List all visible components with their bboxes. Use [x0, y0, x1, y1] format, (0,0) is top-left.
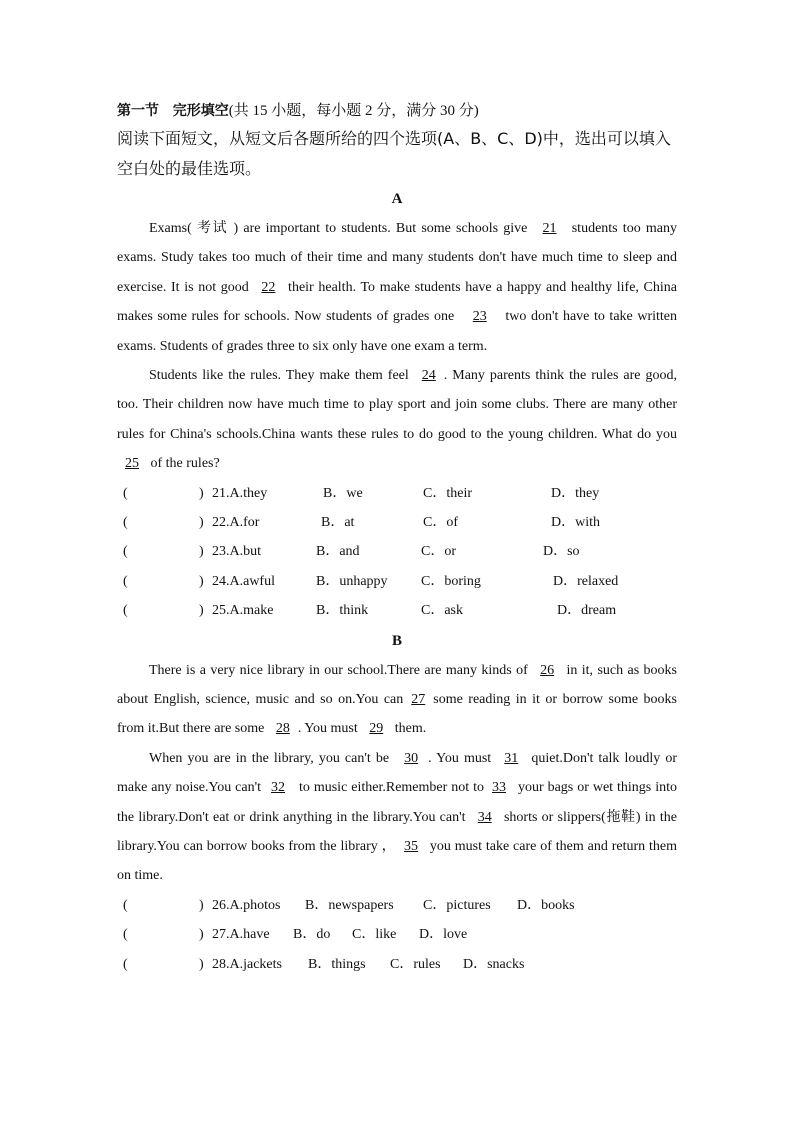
text-run: some reading in it or borrow some books from it.But there are some [117, 692, 678, 737]
blank-21: 21 [542, 221, 557, 236]
blank-27: 27 [411, 692, 426, 708]
option-b: B．we [323, 485, 363, 501]
text-run: in it, such as books about English, science, music and so on.You can [117, 662, 677, 708]
text-run: When you are in the library, you can't be [149, 750, 395, 766]
blank-32: 32 [271, 780, 286, 796]
passage-a-paragraph-1 [117, 214, 677, 361]
option-row-21 [117, 479, 677, 508]
text-run: of the rules? [147, 456, 220, 472]
answer-paren-close: ) [199, 544, 204, 560]
passage-b-options [117, 891, 677, 979]
option-a: 23.A.but [212, 544, 261, 560]
option-d: D．snacks [463, 956, 525, 972]
option-c: C．or [421, 544, 456, 560]
text-run: to music either.Remember not to [295, 780, 484, 796]
option-c: C．pictures [423, 897, 491, 913]
option-d: D．relaxed [553, 573, 619, 589]
option-d: D．so [543, 544, 580, 560]
option-row-28 [117, 950, 677, 979]
blank-33: 33 [491, 780, 506, 796]
option-c: C．like [352, 927, 397, 943]
answer-paren-close: ) [199, 956, 204, 972]
option-a: 28.A.jackets [212, 956, 282, 972]
option-c: C．ask [421, 603, 463, 619]
answer-paren-open: ( [123, 515, 128, 531]
option-d: D．they [551, 485, 600, 501]
blank-31: 31 [504, 750, 519, 766]
blank-26: 26 [540, 662, 555, 678]
text-run: quiet.Don't talk loudly or make any noise.You can't [117, 750, 678, 796]
section-heading [117, 98, 677, 124]
answer-paren-close: ) [199, 603, 204, 619]
answer-paren-open: ( [123, 573, 128, 589]
option-a: 27.A.have [212, 927, 270, 943]
option-b: B．newspapers [305, 897, 394, 913]
option-c: C．rules [390, 956, 441, 972]
answer-paren-open: ( [123, 544, 128, 560]
exam-page [117, 98, 677, 979]
option-row-24 [117, 567, 677, 596]
passage-a-options [117, 479, 677, 626]
passage-b-label: B [391, 632, 402, 649]
passage-b-paragraph-2 [117, 744, 677, 891]
answer-paren-open: ( [123, 603, 128, 619]
answer-paren-open: ( [123, 956, 128, 972]
section-note: (共 15 小题，每小题 2 分，满分 30 分) [228, 103, 479, 119]
blank-34: 34 [477, 809, 492, 825]
section-title: 完形填空 [172, 103, 229, 119]
option-c: C．of [423, 515, 458, 531]
text-run: students too many exams. Study takes too much of their time and many students don't have much time to sleep and exercise. It is not good [117, 221, 677, 295]
passage-a-label: A [391, 191, 403, 207]
answer-paren-open: ( [123, 485, 128, 501]
answer-paren-close: ) [199, 573, 204, 589]
option-d: D．books [517, 897, 575, 913]
text-run: . You must [297, 721, 362, 737]
text-run: your bags or wet things into the library.Don't eat or drink anything in the library.You can't [117, 780, 677, 825]
passage-a-paragraph-2 [117, 361, 677, 479]
answer-paren-close: ) [199, 927, 204, 943]
text-run: Exams( 考试 ) are important to students. But some schools give [149, 221, 533, 236]
answer-paren-close: ) [199, 897, 204, 913]
option-a: 26.A.photos [212, 897, 281, 913]
option-a: 21.A.they [212, 485, 268, 501]
option-b: B．unhappy [316, 573, 388, 589]
text-run: . You must [428, 750, 497, 766]
text-run: them. [391, 721, 427, 737]
option-b: B．think [316, 603, 369, 619]
option-d: D．love [419, 927, 468, 943]
answer-paren-close: ) [199, 515, 204, 531]
text-run: their health. To make students have a happy and healthy life, China makes some rules for schools. Now students of grades one [117, 279, 678, 325]
blank-23: 23 [472, 309, 487, 325]
text-run: two don't have to take written exams. Students of grades three to six only have one exam a term. [117, 309, 677, 354]
option-b: B．at [321, 515, 355, 531]
option-c: C．their [423, 485, 472, 501]
option-d: D．with [551, 515, 600, 531]
answer-paren-open: ( [123, 927, 128, 943]
option-b: B．do [293, 927, 331, 943]
blank-29: 29 [369, 721, 384, 737]
option-row-22 [117, 508, 677, 537]
passage-b-paragraph-1 [117, 656, 677, 744]
option-c: C．boring [421, 573, 481, 589]
instruction-text: 阅读下面短文，从短文后各题所给的四个选项(A、B、C、D)中，选出可以填入空白处的最佳选项。 [117, 129, 671, 178]
option-b: B．and [316, 544, 360, 560]
text-run: . Many parents think the rules are good, too. Their children now have much time to play sport and join some clubs. There are many other rules for China's schools.China wants these rules to do good to the young children. What do you [117, 368, 677, 442]
blank-28: 28 [275, 721, 290, 737]
text-run: Students like the rules. They make them feel [149, 368, 414, 384]
answer-paren-close: ) [199, 485, 204, 501]
option-row-25 [117, 596, 677, 625]
option-a: 22.A.for [212, 515, 260, 531]
blank-22: 22 [261, 279, 276, 295]
option-row-27 [117, 920, 677, 949]
text-run: you must take care of them and return them on time. [117, 839, 678, 884]
text-run: There is a very nice library in our school.There are many kinds of [149, 662, 533, 678]
option-a: 24.A.awful [212, 573, 275, 589]
blank-25: 25 [125, 456, 139, 472]
option-row-26 [117, 891, 677, 920]
blank-30: 30 [404, 750, 419, 766]
option-d: D．dream [557, 603, 617, 619]
option-row-23 [117, 537, 677, 566]
section-number: 第一节 [117, 103, 159, 119]
blank-35: 35 [404, 839, 419, 855]
option-b: B．things [308, 956, 366, 972]
option-a: 25.A.make [212, 603, 274, 619]
text-run: shorts or slippers(拖鞋) in the library.You can borrow books from the library ， [117, 809, 677, 855]
answer-paren-open: ( [123, 897, 128, 913]
blank-24: 24 [421, 368, 436, 384]
